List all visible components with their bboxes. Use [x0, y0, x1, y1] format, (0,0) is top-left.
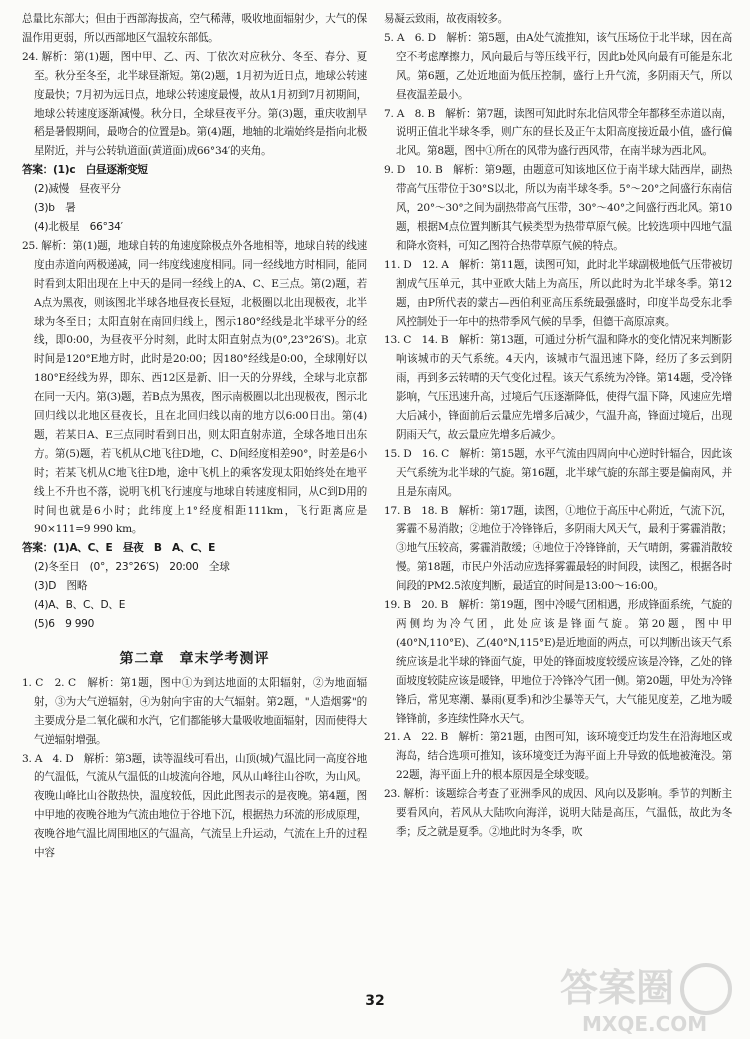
paragraph: 19. B 20. B 解析：第19题，图中冷暖气团相遇，形成锋面系统，气旋的两侧均为冷气团，此处应该是锋面气旋。第20题，图中甲(40°N,110°E)、乙(40°N,115°E)是近地面的两点，可以判断出该天气系统应该是北半球的锋面气旋，甲处的锋面坡度较缓应该是冷锋，乙处的锋面坡度较陡应该是暖锋，甲地位于冷锋冷气团一侧。第20题，甲处为冷锋锋后，常见寒潮、暴雨(夏季)和沙尘暴等天气，大气能见度差，乙地为暖锋锋前，多连续性降水天气。: [384, 599, 732, 725]
answer-item: (5)6 9 990: [34, 618, 95, 630]
paragraph: 总量比东部大；但由于西部海拔高，空气稀薄，吸收地面辐射少，大气的保温作用更弱，所以西部地区气温较东部低。: [22, 13, 367, 44]
paragraph: 24. 解析：第(1)题，图中甲、乙、丙、丁依次对应秋分、冬至、春分、夏至。秋分至冬至，北半球昼渐短。第(2)题，1月初为近日点，地球公转速度最快；7月初为远日点，地球公转速度最慢，故从1月初到7月初期间，地球公转速度逐渐减慢。秋分日，全球昼夜平分。第(3)题，重庆收割早稻是暑假期间，最吻合的位置是b。第(4)题，地轴的北端始终是指向北极星附近，并与公转轨道面(黄道面)成66°34′的夹角。: [22, 50, 367, 158]
paragraph: 13. C 14. B 解析：第13题，可通过分析气温和降水的变化情况来判断影响该城市的天气系统。4天内，该城市气温迅速下降，经历了多云到阴雨，再到多云转晴的天气变化过程。该天气系统为冷锋。第14题，受冷锋影响，气压迅速升高，过境后气压逐渐降低，使得气温下降，风速应先增大后减小，锋面前后云量应先增多后减少，气温升高，锋面过境后，出现阴雨天气，故云量应先增多后减少。: [384, 334, 732, 441]
watermark-circle-icon: [682, 965, 730, 1013]
paragraph: 7. A 8. B 解析：第7题，读图可知此时东北信风带全年都移至赤道以南，说明正值北半球冬季，则广东的昼长及正午太阳高度接近最小值，盛行偏北风。第8题，图中①所在的风带为盛行西风带，在南半球为西北风。: [384, 107, 732, 158]
paragraph: 11. D 12. A 解析：第11题，读图可知，此时北半球副极地低气压带被切割成气压单元，其中亚欧大陆上为高压，所以此时为北半球冬季。第12题，由P所代表的蒙古—西伯利亚高压系统最强盛时，印度半岛受东北季风控制处于一年中的热带季风气候的旱季，但德干高原凉爽。: [384, 258, 732, 328]
watermark-graphic: [554, 955, 744, 1035]
watermark-text: 答案圈: [560, 966, 675, 1010]
paragraph: 9. D 10. B 解析：第9题，由题意可知该地区位于南半球大陆西岸，副热带高气压带位于30°S以北，所以为南半球冬季。5°～20°之间盛行东南信风，20°～30°之间为副热带高气压带，30°～40°之间盛行西北风。第10题，根据M点位置判断其气候类型为热带草原气候。比较选项中四地气温和降水资料，可知乙图符合热带草原气候的特点。: [384, 164, 732, 252]
answer-item: (4)A、B、C、D、E: [34, 599, 126, 612]
left-column: [22, 10, 367, 863]
watermark-logo: [554, 955, 744, 1035]
answer-item: (2)减慢 昼夜平分: [34, 183, 121, 196]
watermark-url: MXQE.COM: [582, 1012, 708, 1035]
answer-line: 答案：(1)c 白昼逐渐变短: [22, 164, 148, 177]
paragraph: 1. C 2. C 解析：第1题，图中①为到达地面的太阳辐射，②为地面辐射，③为大气逆辐射，④为射向宇宙的大气辐射。第2题，"人造烟雾"的主要成分是二氧化碳和水汽，它们都能够大量吸收地面辐射，因而使得大气逆辐射增强。: [22, 676, 367, 746]
paragraph: 易凝云致雨，故夜雨较多。: [384, 13, 509, 25]
answer-item: (2)冬至日 (0°，23°26′S) 20:00 全球: [34, 561, 230, 574]
answer-line: 答案：(1)A、C、E 昼夜 B A、C、E: [22, 542, 216, 555]
paragraph: 21. A 22. B 解析：第21题，由图可知，该环境变迁均发生在沿海地区或海岛，结合选项可推知，该环境变迁为海平面上升导致的低地被淹没。第22题，海平面上升的根本原因是全球变暖。: [384, 731, 732, 782]
section-heading: 第二章 章末学考测评: [119, 650, 270, 667]
page-number: 32: [365, 993, 385, 1009]
answer-item: (3)b 暑: [34, 202, 76, 215]
answer-item: (4)北极星 66°34′: [34, 220, 123, 233]
paragraph: 25. 解析：第(1)题，地球自转的角速度除极点外各地相等，地球自转的线速度由赤道向两极递减，同一纬度线速度相同。同一经线地方时相同，能同时看到太阳出现在上中天的是同一经线上的A、C、E三点。第(2)题，若A点为黑夜，则该图北半球各地昼夜长昼短，北极圈以北出现极夜，北半球为冬至日；太阳直射在南回归线上，图示180°经线是北半球平分的经线，即0:00，为昼夜平分时刻，此时太阳直射点为(0°,23°26′S)。北京时间是120°E地方时，此时是20:00；因180°经线是0:00，全球刚好以180°E经线为界，即东、西12区是新、旧一天的分界线，全球与北京都在同一天内。第(3)题，若B点为黑夜，图示南极圈以北出现极夜，图示北回归线以北地区昼夜长，且在北回归线以南的地方以6:00日出。第(4)题，若某日A、E三点同时看到日出，则太阳直射赤道，全球各地日出东方。第(5)题，若飞机从C地飞往D地，C、D间经度相差90°，时差是6小时；若某飞机从C地飞往D地，途中飞机上的乘客发现太阳始终处在地平线上不升也不落，说明飞机飞行速度与地球自转速度相同，从C到D用的时间也就是6小时；此纬度上1°经度相距111km，飞行距离应是90×111=9 990 km。: [22, 239, 367, 536]
paragraph: 17. B 18. B 解析：第17题，读图，①地位于高压中心附近，气流下沉，雾霾不易消散；②地位于冷锋锋后，多阴雨大风天气，最利于雾霾消散；③地气压较高，雾霾消散缓；④地位于冷锋锋前，天气晴朗，雾霾消散较慢。第18题，市民户外活动应选择雾霾最轻的时间段，读图乙，根据各时间段的PM2.5浓度判断，最适宜的时间是13:00～16:00。: [384, 504, 732, 593]
paragraph: 5. A 6. D 解析：第5题，由A处气流推知，该气压场位于北半球，因在高空不考虑摩擦力，风向最后与等压线平行，因此b处风向最有可能是东北风。第6题，乙处近地面为低压控制，盛行上升气流，多阴雨天气，所以昼夜温差最小。: [384, 31, 732, 101]
right-column: [384, 10, 732, 842]
paragraph: 23. 解析：该题综合考查了亚洲季风的成因、风向以及影响。季节的判断主要看风向，若风从大陆吹向海洋，说明大陆是高压，气温低，故此为冬季；反之就是夏季。②地此时为冬季，吹: [384, 788, 732, 838]
paragraph: 15. D 16. C 解析：第15题，水平气流由四周向中心逆时针辐合，因此该天气系统为北半球的气旋。第16题，北半球气旋的东部主要是偏南风，并且是东南风。: [384, 447, 732, 498]
paragraph: 3. A 4. D 解析：第3题，读等温线可看出，山顶(城)气温比同一高度谷地的气温低，气流从气温低的山坡流向谷地，风从山峰往山谷吹，为山风。夜晚山峰比山谷散热快，温度较低，因此此图表示的是夜晚。第4题，图中甲地的夜晚谷地为气流由地位于谷地下沉，根据热力环流的形成原理，夜晚谷地气温比周围地区的气温高，气流呈上升运动，气流在上升的过程中容: [22, 752, 367, 860]
answer-item: (3)D 图略: [34, 580, 88, 593]
